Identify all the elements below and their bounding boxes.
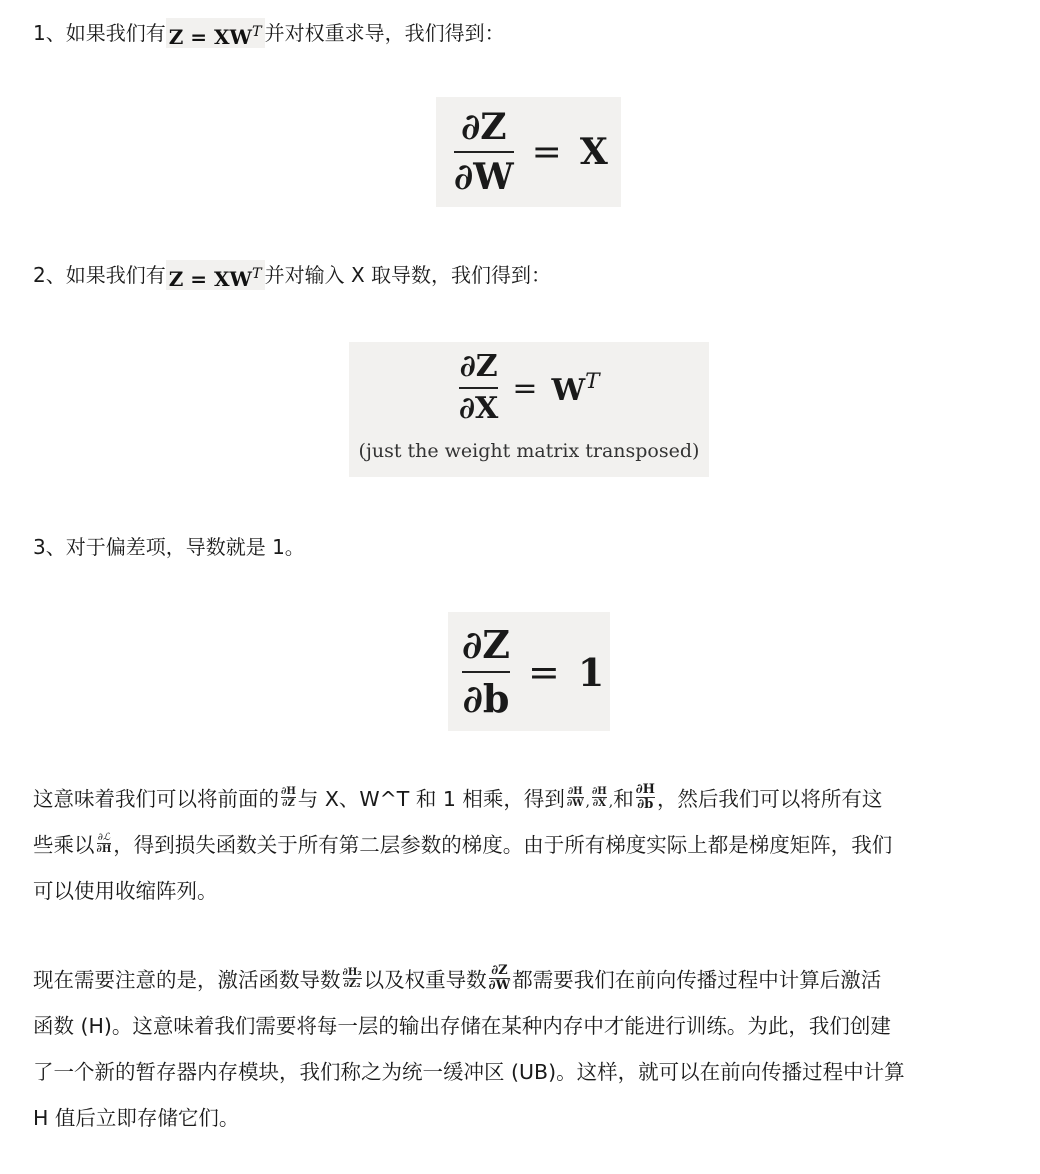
inline-fraction-dh-db bbox=[636, 783, 655, 812]
denominator: ∂H bbox=[96, 843, 112, 855]
fraction-bar bbox=[454, 151, 514, 153]
formula-base: Z = XW bbox=[168, 267, 252, 292]
line-2 bbox=[33, 260, 551, 292]
denominator: ∂X bbox=[592, 797, 606, 809]
equation-1-rhs: X bbox=[579, 131, 608, 173]
line-2-text-before: 2、如果我们有 bbox=[33, 263, 166, 287]
inline-fraction-dh2-dz2 bbox=[343, 967, 362, 990]
formula-superscript: T bbox=[252, 266, 262, 283]
inline-formula-text bbox=[169, 25, 262, 49]
text-span: 和 bbox=[613, 787, 634, 811]
line-1-text-before: 1、如果我们有 bbox=[33, 21, 166, 45]
inline-formula-z-xwt bbox=[166, 260, 265, 290]
numerator: ∂ℒ bbox=[97, 831, 111, 843]
fraction-bar bbox=[462, 671, 510, 673]
paragraph-1-row-3: 可以使用收缩阵列。 bbox=[33, 879, 218, 903]
inline-fraction-dh-dz bbox=[281, 786, 296, 809]
comma-separator: , bbox=[585, 794, 590, 810]
equation-2-fraction bbox=[459, 349, 499, 426]
comma-separator: , bbox=[608, 794, 614, 810]
denominator: ∂b bbox=[637, 796, 654, 812]
numerator: ∂H bbox=[591, 785, 607, 797]
equation-1-numerator: ∂Z bbox=[461, 106, 507, 148]
formula-base: Z = XW bbox=[168, 25, 252, 50]
denominator: ∂W bbox=[488, 977, 511, 993]
text-span: ，然后我们可以将所有这 bbox=[656, 787, 883, 811]
equation-1-denominator: ∂W bbox=[454, 156, 514, 198]
line-1-text-after: 并对权重求导，我们得到： bbox=[264, 21, 505, 45]
numerator: ∂H bbox=[567, 785, 583, 797]
paragraph-2-row-2: 函数 (H)。这意味着我们需要将每一层的输出存储在某种内存中才能进行训练。为此，我们创建 bbox=[33, 1014, 891, 1038]
paragraph-1-row-1 bbox=[33, 776, 1025, 822]
text-span: 以及权重导数 bbox=[363, 968, 487, 992]
equation-2 bbox=[459, 348, 600, 428]
equation-1-fraction bbox=[454, 106, 514, 198]
inline-formula-z-xwt bbox=[166, 18, 265, 48]
formula-superscript: T bbox=[252, 24, 262, 41]
numerator: ∂Z bbox=[491, 962, 508, 978]
paragraph-2 bbox=[33, 957, 1025, 1141]
equation-3-numerator: ∂Z bbox=[462, 622, 511, 667]
denominator: ∂Z₂ bbox=[343, 978, 361, 990]
text-span: 这意味着我们可以将前面的 bbox=[33, 787, 279, 811]
equals-sign: = bbox=[528, 650, 560, 694]
paragraph-2-row-4: H 值后立即存储它们。 bbox=[33, 1106, 240, 1130]
paragraph-2-row-3: 了一个新的暂存器内存模块，我们称之为统一缓冲区 (UB)。这样，就可以在前向传播过程中计算 bbox=[33, 1060, 905, 1084]
numerator: ∂H bbox=[635, 781, 655, 797]
inline-fraction-dz-dw bbox=[489, 964, 511, 993]
numerator: ∂H bbox=[281, 785, 296, 797]
inline-fraction-dh-dx bbox=[592, 786, 607, 809]
denominator: ∂W bbox=[566, 797, 584, 809]
equation-3-rhs: 1 bbox=[577, 649, 605, 695]
denominator: ∂Z bbox=[282, 797, 295, 809]
equals-sign: = bbox=[512, 370, 538, 406]
inline-fraction-dh-dw bbox=[567, 786, 584, 809]
paragraph-1-row-2 bbox=[33, 822, 1025, 868]
equation-2-denominator: ∂X bbox=[459, 391, 499, 426]
fraction-bar bbox=[459, 387, 498, 389]
equation-3 bbox=[462, 622, 604, 722]
equals-sign: = bbox=[531, 131, 562, 173]
equation-3-box bbox=[448, 612, 610, 731]
numerator: ∂H₂ bbox=[342, 966, 362, 978]
paragraph-2-row-1 bbox=[33, 957, 1025, 1003]
equation-3-fraction bbox=[462, 622, 511, 721]
equation-2-caption: (just the weight matrix transposed) bbox=[358, 440, 700, 462]
equation-2-numerator: ∂Z bbox=[459, 349, 498, 384]
paragraph-1 bbox=[33, 776, 1025, 914]
equation-2-rhs-base: W bbox=[551, 372, 586, 408]
text-span: ，得到损失函数关于所有第二层参数的梯度。由于所有梯度实际上都是梯度矩阵，我们 bbox=[113, 833, 893, 857]
text-span: 与 X、W^T 和 1 相乘，得到 bbox=[297, 787, 565, 811]
line-3: 3、对于偏差项，导数就是 1。 bbox=[33, 535, 305, 559]
equation-1 bbox=[454, 107, 608, 197]
inline-fraction-dl-dh bbox=[97, 832, 112, 855]
inline-formula-text bbox=[169, 267, 262, 291]
text-span: 都需要我们在前向传播过程中计算后激活 bbox=[512, 968, 882, 992]
equation-1-box bbox=[436, 97, 621, 207]
text-span: 些乘以 bbox=[33, 833, 95, 857]
equation-2-rhs-superscript: T bbox=[585, 368, 600, 394]
equation-2-box bbox=[349, 342, 709, 477]
equation-3-denominator: ∂b bbox=[462, 676, 510, 721]
line-1 bbox=[33, 18, 505, 50]
line-2-text-after: 并对输入 X 取导数，我们得到： bbox=[264, 263, 552, 287]
text-span: 现在需要注意的是，激活函数导数 bbox=[33, 968, 341, 992]
equation-2-rhs bbox=[551, 369, 599, 408]
